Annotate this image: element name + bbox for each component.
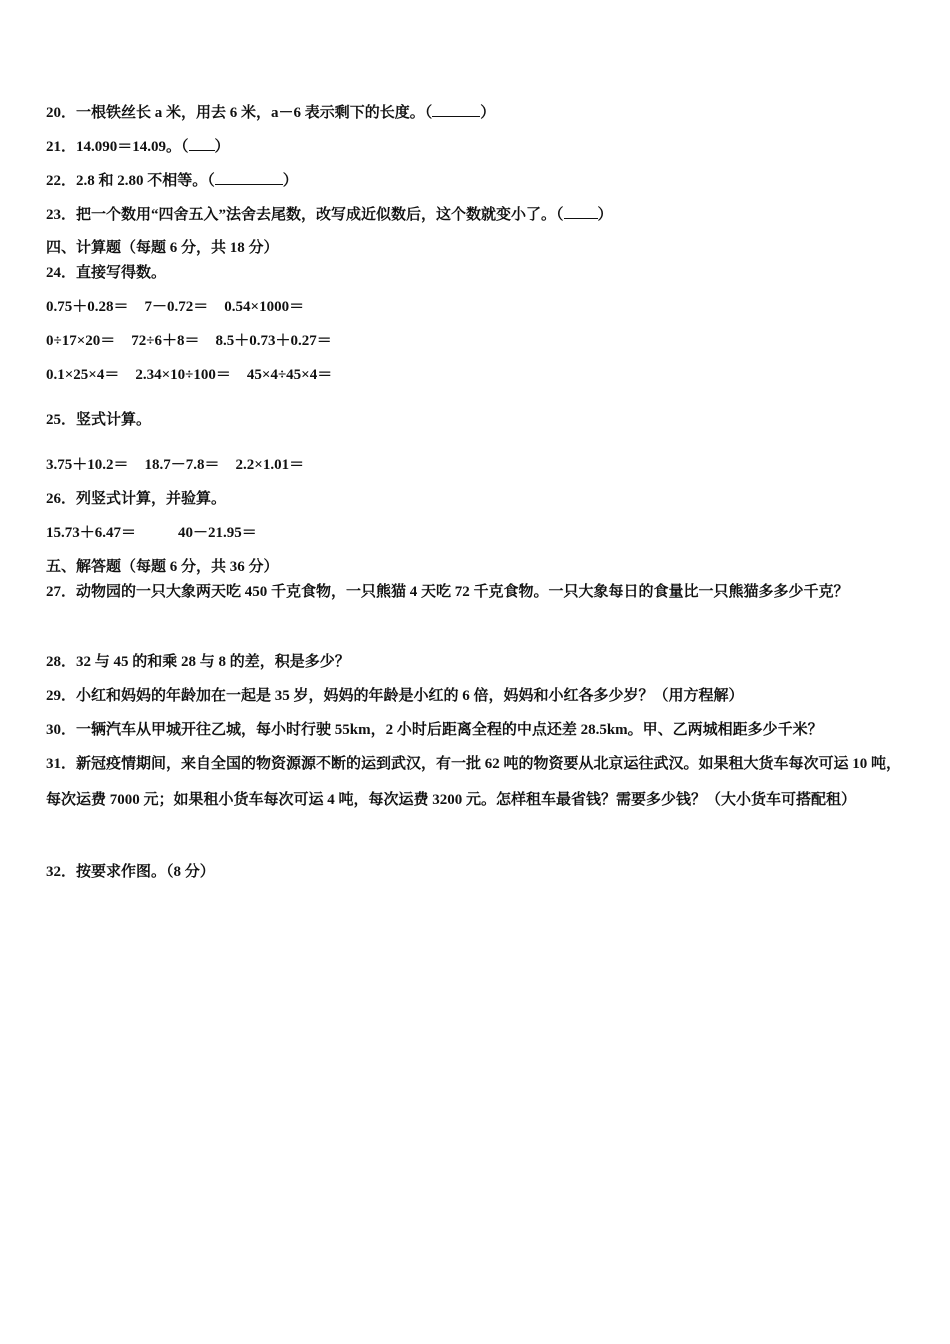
- answer-blank: [432, 102, 480, 117]
- calc-item: 40－21.95＝: [178, 525, 257, 541]
- calc-item: 0.75＋0.28＝: [46, 299, 129, 315]
- question-25-title: 25．竖式计算。: [46, 412, 152, 428]
- q24-row-3: [46, 365, 910, 385]
- answer-blank: [564, 204, 598, 219]
- section-5-heading: 五、解答题（每题 6 分，共 36 分）: [46, 559, 279, 575]
- question-26-title: 26．列竖式计算，并验算。: [46, 491, 227, 507]
- question-21: 21．14.090＝14.09。（ ）: [46, 136, 910, 157]
- question-29: 29．小红和妈妈的年龄加在一起是 35 岁，妈妈的年龄是小红的 6 倍，妈妈和小红各多少岁？（用方程解）: [46, 688, 744, 704]
- question-24-title: 24．直接写得数。: [46, 265, 167, 281]
- calc-item: 8.5＋0.73＋0.27＝: [215, 333, 332, 349]
- question-23: 23．把一个数用“四舍五入”法舍去尾数，改写成近似数后，这个数就变小了。（ ）: [46, 204, 910, 225]
- question-27: 27．动物园的一只大象两天吃 450 千克食物，一只熊猫 4 天吃 72 千克食物。一只大象每日的食量比一只熊猫多多少千克？: [46, 584, 849, 600]
- q26-row: [46, 523, 910, 543]
- answer-blank: [189, 136, 215, 151]
- question-30: 30．一辆汽车从甲城开往乙城，每小时行驶 55km，2 小时后距离全程的中点还差 28.5km。甲、乙两城相距多少千米？: [46, 722, 823, 738]
- question-22: 22．2.8 和 2.80 不相等。（ ）: [46, 170, 910, 191]
- question-20: 20．一根铁丝长 a 米，用去 6 米，a－6 表示剩下的长度。（ ）: [46, 102, 910, 123]
- q24-row-2: [46, 331, 910, 351]
- calc-item: 45×4÷45×4＝: [246, 367, 333, 383]
- question-28: 28．32 与 45 的和乘 28 与 8 的差，积是多少？: [46, 654, 350, 670]
- calc-item: 72÷6＋8＝: [131, 333, 200, 349]
- calc-item: 15.73＋6.47＝: [46, 525, 137, 541]
- q25-row: [46, 455, 910, 475]
- question-31: 31．新冠疫情期间，来自全国的物资源源不断的运到武汉，有一批 62 吨的物资要从北京运往武汉。如果租大货车每次可运 10 吨，每次运费 7000 元；如果租小货车每次可运 4 吨，每次运费 3200 元。怎样租车最省钱？需要多少钱？（大小货车可搭配租）: [46, 756, 902, 808]
- question-32: 32．按要求作图。（8 分）: [46, 864, 215, 880]
- section-4-heading: 四、计算题（每题 6 分，共 18 分）: [46, 240, 279, 256]
- calc-item: 2.34×10÷100＝: [135, 367, 231, 383]
- q24-row-1: [46, 297, 910, 317]
- calc-item: 2.2×1.01＝: [235, 457, 305, 473]
- calc-item: 0.1×25×4＝: [46, 367, 120, 383]
- calc-item: 0.54×1000＝: [224, 299, 305, 315]
- calc-item: 0÷17×20＝: [46, 333, 116, 349]
- answer-blank: [215, 170, 283, 185]
- calc-item: 7－0.72＝: [144, 299, 209, 315]
- calc-item: 18.7－7.8＝: [144, 457, 220, 473]
- calc-item: 3.75＋10.2＝: [46, 457, 129, 473]
